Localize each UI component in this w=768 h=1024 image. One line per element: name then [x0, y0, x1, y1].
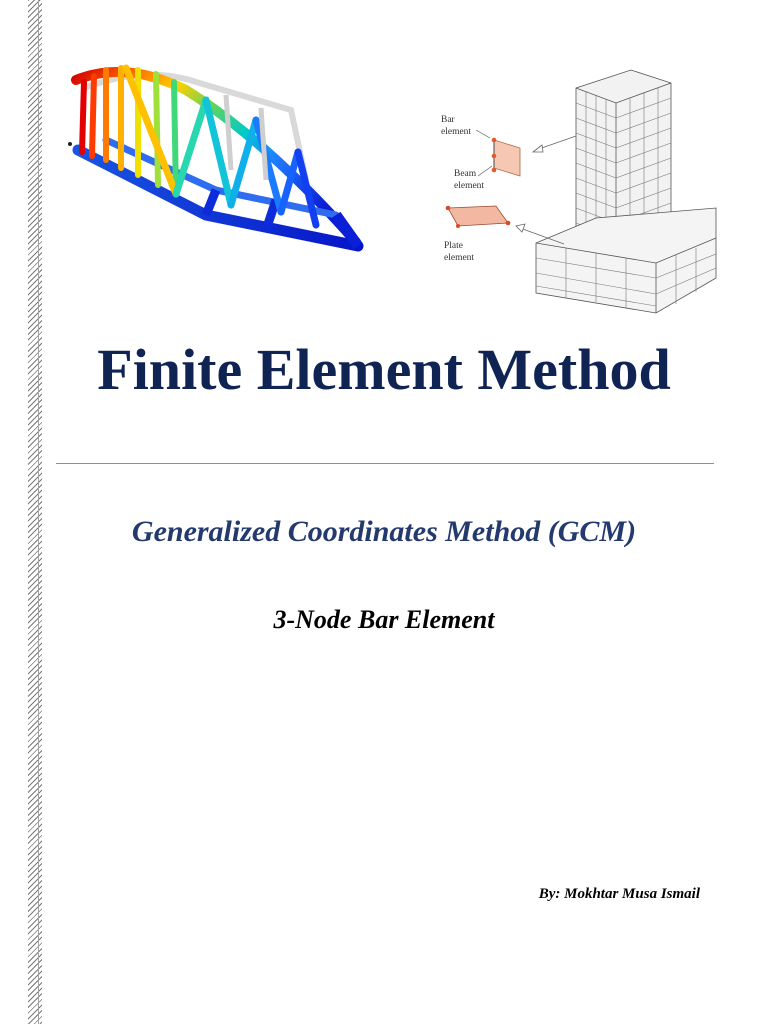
beam-element-label-line2: element: [454, 181, 485, 191]
bar-element-label-line2: element: [441, 127, 472, 137]
truss-bridge-image: [66, 60, 376, 275]
document-subtitle: Generalized Coordinates Method (GCM): [131, 515, 637, 548]
plate-element-label-line2: element: [444, 253, 475, 263]
bar-element-label-line1: Bar: [441, 115, 455, 125]
title-divider: [56, 463, 714, 464]
plate-element-label-line1: Plate: [444, 241, 463, 251]
beam-element-label-line1: Beam: [454, 169, 477, 179]
author-credit: By: Mokhtar Musa Ismail: [538, 886, 700, 902]
document-title: Finite Element Method: [97, 337, 671, 402]
element-title: 3-Node Bar Element: [273, 605, 495, 634]
fem-building-mesh-image: [436, 58, 726, 324]
